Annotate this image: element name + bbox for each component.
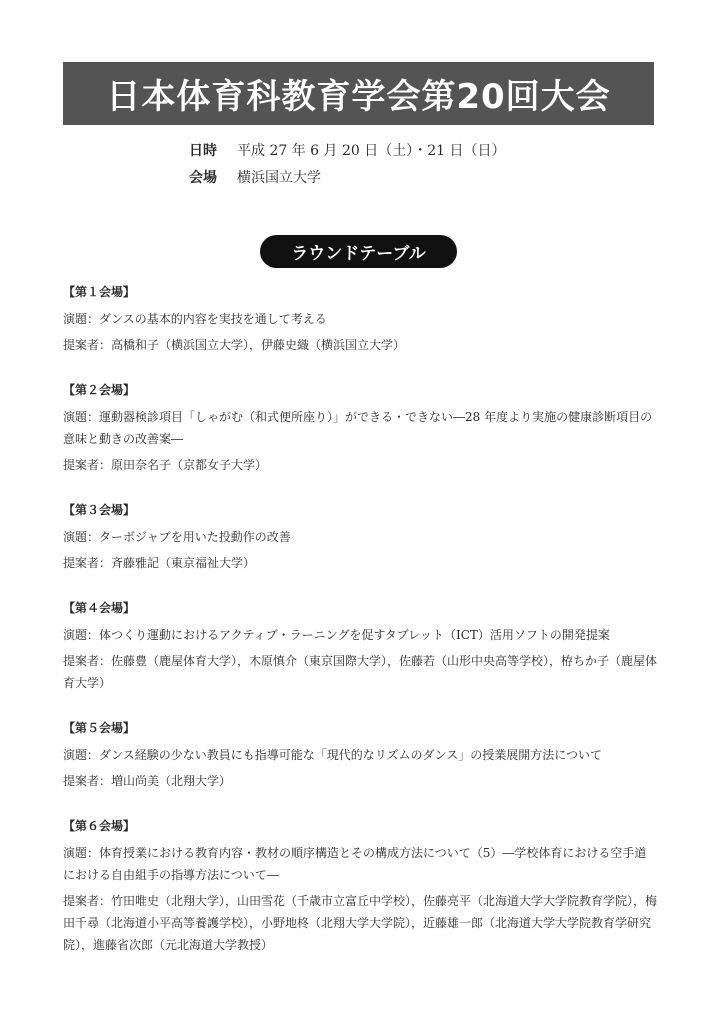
- session-heading: 【第３会場】: [63, 503, 136, 517]
- venue-value: 横浜国立大学: [237, 170, 321, 186]
- session-heading: 【第６会場】: [63, 819, 136, 833]
- session-2: [63, 380, 657, 476]
- session-heading: 【第１会場】: [63, 285, 136, 299]
- session-presenters: 提案者：増山尚美（北翔大学）: [63, 774, 232, 788]
- session-presenters: 提案者：佐藤豊（鹿屋体育大学），木原慎介（東京国際大学），佐藤若（山形中央高等学校），栫ちか子（鹿屋体育大学）: [63, 654, 658, 690]
- session-presenters: 提案者：原田奈名子（京都女子大学）: [63, 458, 268, 472]
- venue-label: 会場: [189, 170, 217, 186]
- session-5: [63, 718, 657, 792]
- session-topic: 演題：体育授業における教育内容・教材の順序構造とその構成方法について（5）―学校体育における空手道における自由組手の指導方法について―: [63, 846, 647, 882]
- venue-row: [189, 167, 321, 187]
- session-presenters: 提案者：高橋和子（横浜国立大学），伊藤史織（横浜国立大学）: [63, 338, 406, 352]
- session-heading: 【第４会場】: [63, 601, 136, 615]
- session-3: [63, 500, 657, 574]
- roundtable-badge: ラウンドテーブル: [260, 235, 457, 268]
- session-6: [63, 816, 657, 956]
- conference-title: 日本体育科教育学会第20回大会: [63, 62, 654, 125]
- session-topic: 演題：ダンスの基本的内容を実技を通して考える: [63, 312, 327, 326]
- session-heading: 【第２会場】: [63, 383, 136, 397]
- session-topic: 演題：体つくり運動におけるアクティブ・ラーニングを促すタブレット（ICT）活用ソフトの開発提案: [63, 628, 610, 642]
- session-topic: 演題：ターボジャブを用いた投動作の改善: [63, 530, 291, 544]
- session-heading: 【第５会場】: [63, 721, 136, 735]
- date-value: 平成 27 年 6 月 20 日（土）・21 日（日）: [237, 143, 506, 159]
- session-presenters: 提案者：斉藤雅記（東京福祉大学）: [63, 556, 256, 570]
- session-topic: 演題：ダンス経験の少ない教員にも指導可能な「現代的なリズムのダンス」の授業展開方法について: [63, 748, 603, 762]
- session-list: [63, 282, 657, 980]
- session-presenters: 提案者：竹田唯史（北翔大学），山田雪花（千歳市立富丘中学校），佐藤亮平（北海道大学大学院教育学院），梅田千尋（北海道小平高等養護学校），小野地柊（北翔大学大学院），近藤雄一郎（北海道大学大学院教育学研究院），進藤省次郎（元北海道大学教授）: [63, 894, 658, 952]
- date-row: [189, 140, 506, 160]
- date-label: 日時: [189, 143, 217, 159]
- session-4: [63, 598, 657, 694]
- session-topic: 演題：運動器検診項目「しゃがむ（和式便所座り）」ができる・できない―28 年度より実施の健康診断項目の意味と動きの改善案―: [63, 410, 653, 446]
- session-1: [63, 282, 657, 356]
